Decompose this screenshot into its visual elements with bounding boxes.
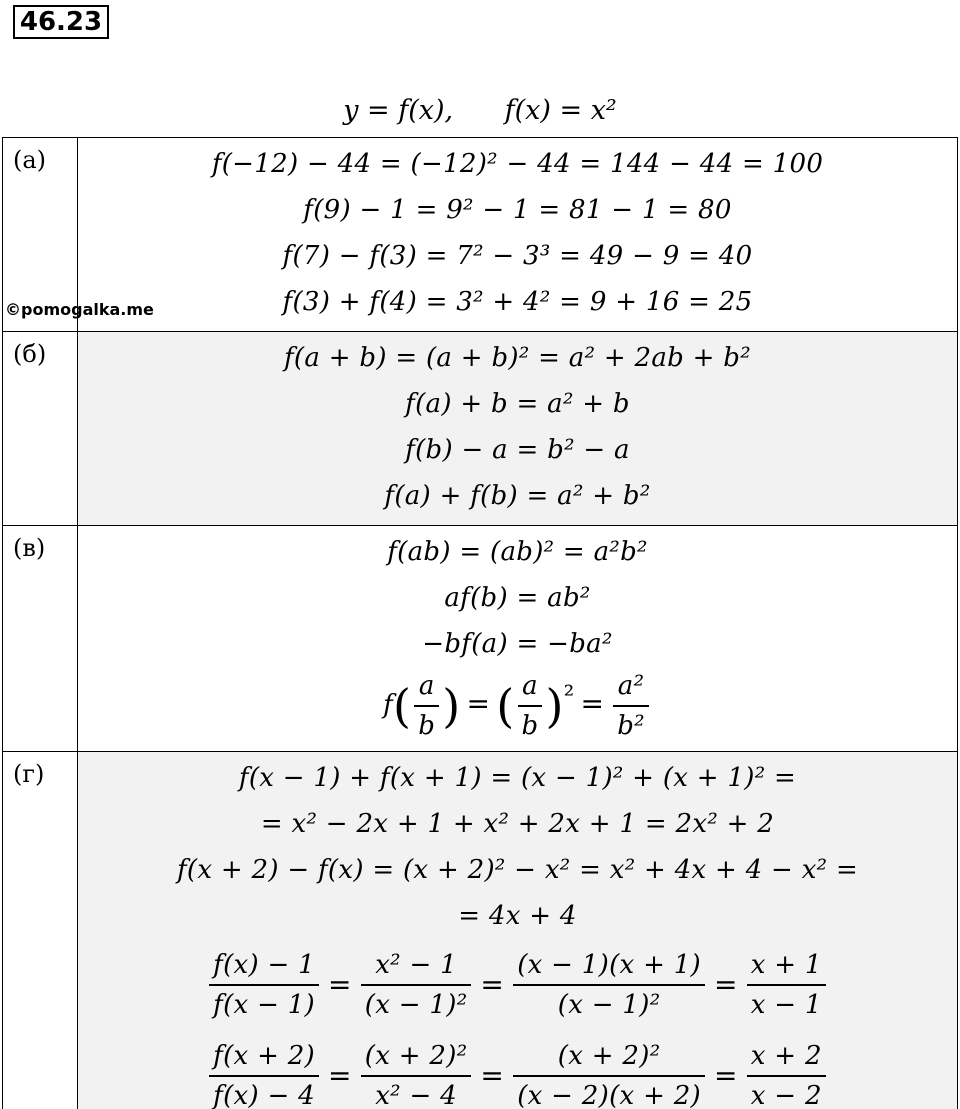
equals-sign: = bbox=[328, 967, 352, 1001]
equation-line: f(x − 1) + f(x + 1) = (x − 1)² + (x + 1)² = bbox=[238, 763, 797, 793]
part-d-row bbox=[3, 752, 958, 1109]
equals-sign: = bbox=[714, 967, 738, 1001]
numerator: x + 2 bbox=[747, 1037, 826, 1077]
right-paren: ) bbox=[545, 679, 564, 733]
fraction bbox=[361, 1037, 472, 1109]
equals-sign: = bbox=[580, 687, 605, 720]
denominator: x − 2 bbox=[750, 1080, 822, 1109]
equation-line: f(x + 2) − f(x) = (x + 2)² − x² = x² + 4x + 4 − x² = bbox=[176, 855, 859, 885]
denominator: x − 1 bbox=[750, 989, 822, 1020]
equation-line: f(a) + b = a² + b bbox=[405, 389, 630, 419]
equation-line: f(7) − f(3) = 7² − 3³ = 49 − 9 = 40 bbox=[282, 241, 753, 271]
part-c-label: (в) bbox=[3, 526, 78, 752]
numerator: a bbox=[414, 667, 439, 707]
numerator: x + 1 bbox=[747, 946, 826, 986]
equation-line: f(ab) = (ab)² = a²b² bbox=[387, 537, 648, 567]
part-b-label: (б) bbox=[3, 332, 78, 526]
problem-number: 46.23 bbox=[13, 5, 109, 39]
denominator: f(x) − 4 bbox=[213, 1080, 316, 1109]
numerator: (x + 2)² bbox=[513, 1037, 705, 1077]
fraction bbox=[513, 1037, 705, 1109]
equation-line: f(9) − 1 = 9² − 1 = 81 − 1 = 80 bbox=[303, 195, 732, 225]
part-a-body bbox=[78, 138, 958, 332]
denominator: b bbox=[418, 711, 436, 741]
fraction bbox=[209, 946, 319, 1024]
denominator: b bbox=[521, 711, 539, 741]
part-c-body bbox=[78, 526, 958, 752]
fraction bbox=[361, 946, 472, 1024]
equals-sign: = bbox=[480, 967, 505, 1001]
fraction bbox=[747, 946, 826, 1024]
part-d-body bbox=[78, 752, 958, 1109]
fraction bbox=[209, 1037, 319, 1109]
equals-sign: = bbox=[480, 1058, 505, 1092]
equation-line: f(−12) − 44 = (−12)² − 44 = 144 − 44 = 100 bbox=[211, 149, 824, 179]
left-paren: ( bbox=[496, 679, 515, 733]
part-c-row bbox=[3, 526, 958, 752]
equation-line: af(b) = ab² bbox=[444, 583, 591, 613]
numerator: a² bbox=[613, 667, 649, 707]
part-b-body bbox=[78, 332, 958, 526]
part-d-label: (г) bbox=[3, 752, 78, 1109]
denominator: f(x − 1) bbox=[213, 989, 316, 1020]
exponent: ² bbox=[563, 681, 575, 711]
left-paren: ( bbox=[393, 679, 412, 733]
denominator: (x − 1)² bbox=[557, 989, 661, 1020]
denominator: x² − 4 bbox=[375, 1080, 457, 1109]
fraction bbox=[747, 1037, 826, 1109]
equation-line: f(a) + f(b) = a² + b² bbox=[384, 481, 651, 511]
equation-fraction-line bbox=[82, 667, 953, 741]
function-definition: y = f(x), f(x) = x² bbox=[343, 95, 617, 126]
fraction bbox=[518, 667, 543, 745]
equals-sign: = bbox=[328, 1058, 352, 1092]
equation-line: = x² − 2x + 1 + x² + 2x + 1 = 2x² + 2 bbox=[260, 809, 775, 839]
numerator: (x − 1)(x + 1) bbox=[513, 946, 705, 986]
right-paren: ) bbox=[442, 679, 461, 733]
part-b-row bbox=[3, 332, 958, 526]
fraction bbox=[513, 946, 705, 1024]
denominator: (x − 1)² bbox=[364, 989, 468, 1020]
numerator: f(x) − 1 bbox=[209, 946, 319, 986]
numerator: x² − 1 bbox=[361, 946, 472, 986]
equation-line: = 4x + 4 bbox=[458, 901, 577, 931]
equation-line: −bf(a) = −ba² bbox=[422, 629, 613, 659]
numerator: a bbox=[518, 667, 543, 707]
watermark: ©pomogalka.me bbox=[5, 300, 154, 319]
equation-line: f(b) − a = b² − a bbox=[405, 435, 630, 465]
fraction bbox=[414, 667, 439, 745]
equals-sign: = bbox=[466, 687, 491, 720]
numerator: f(x + 2) bbox=[209, 1037, 319, 1077]
fraction bbox=[613, 667, 649, 745]
fraction-equation-row bbox=[82, 939, 953, 1030]
equation-line: f(3) + f(4) = 3² + 4² = 9 + 16 = 25 bbox=[282, 287, 753, 317]
solution-table bbox=[2, 137, 958, 1109]
equals-sign: = bbox=[714, 1058, 738, 1092]
fraction-equation-row bbox=[82, 1030, 953, 1109]
equation-line: f(a + b) = (a + b)² = a² + 2ab + b² bbox=[284, 343, 751, 373]
denominator: (x − 2)(x + 2) bbox=[517, 1080, 702, 1109]
denominator: b² bbox=[617, 711, 645, 741]
part-a-label: (а) bbox=[3, 138, 78, 332]
fn-symbol: f bbox=[383, 690, 394, 720]
numerator: (x + 2)² bbox=[361, 1037, 472, 1077]
